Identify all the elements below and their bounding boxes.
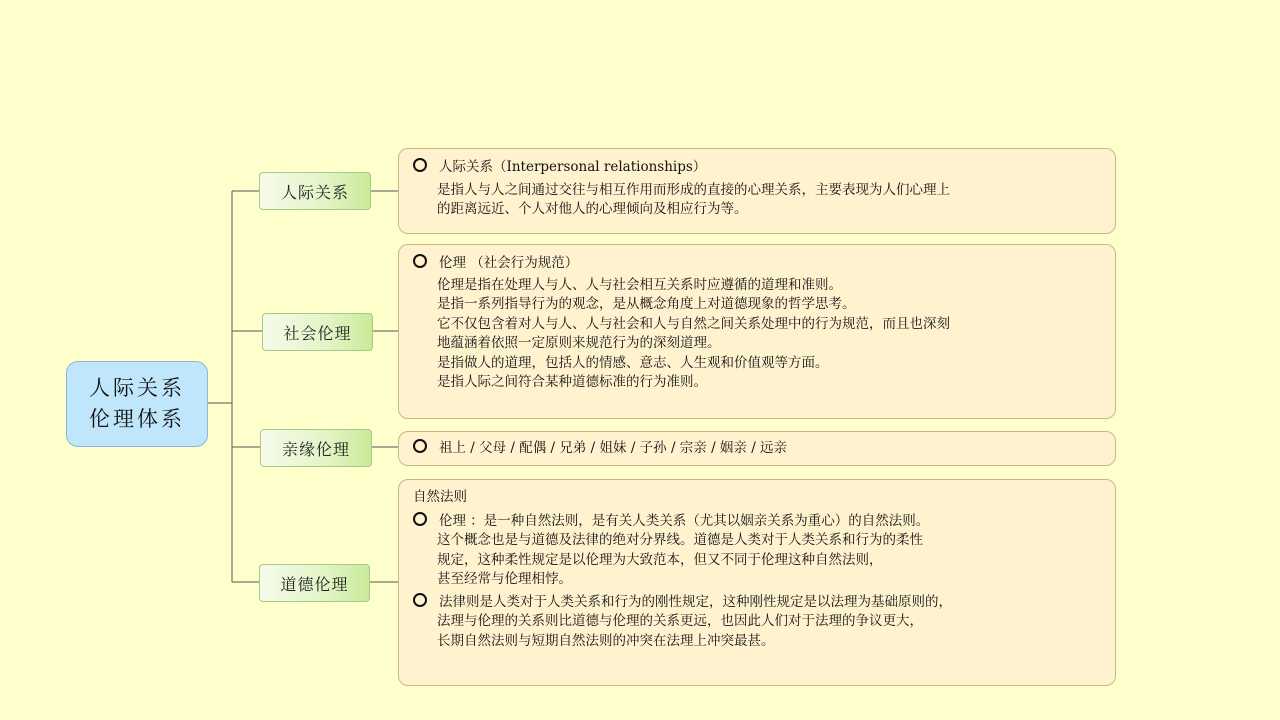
card-heading: 自然法则 <box>413 489 467 505</box>
card-text-line: 伦理 ：是一种自然法则，是有关人类关系（尤其以姻亲关系为重心）的自然法则。 <box>439 512 930 529</box>
branch-kinship-ethics <box>260 429 372 467</box>
card-text-line: 的距离远近、个人对他人的心理倾向及相应行为等。 <box>437 201 748 217</box>
card-text-line: 法律则是人类对于人类关系和行为的刚性规定，这种刚性规定是以法理为基础原则的， <box>439 593 952 610</box>
branch-interpersonal <box>259 172 371 210</box>
card-social-ethics <box>398 244 1116 419</box>
branch-label: 道德伦理 <box>280 574 349 594</box>
branch-label: 亲缘伦理 <box>281 439 350 459</box>
root-node <box>66 361 208 447</box>
card-text-line: 规定，这种柔性规定是以伦理为大致范本，但又不同于伦理这种自然法则， <box>437 551 883 568</box>
root-label-line2: 伦理体系 <box>89 407 185 431</box>
card-kinship-ethics <box>398 431 1116 466</box>
card-text-line: 是指人际之间符合某种道德标准的行为准则。 <box>437 374 707 390</box>
card-text-line: 甚至经常与伦理相悖。 <box>437 571 572 587</box>
root-label-line1: 人际关系 <box>89 376 185 400</box>
circle-bullet-icon <box>413 512 427 526</box>
card-text-line: 伦理是指在处理人与人、人与社会相互关系时应遵循的道理和准则。 <box>437 276 842 293</box>
card-text-line: 是指人与人之间通过交往与相互作用而形成的直接的心理关系，主要表现为人们心理上 <box>437 181 950 198</box>
circle-bullet-icon <box>413 439 427 453</box>
card-text-line: 长期自然法则与短期自然法则的冲突在法理上冲突最甚。 <box>437 632 775 649</box>
branch-moral-ethics <box>259 564 370 602</box>
card-title: 伦理 （社会行为规范） <box>439 255 579 271</box>
card-text-line: 是指一系列指导行为的观念，是从概念角度上对道德现象的哲学思考。 <box>437 296 856 312</box>
card-moral-ethics <box>398 479 1116 686</box>
card-text-line: 地蕴涵着依照一定原则来规范行为的深刻道理。 <box>437 335 721 351</box>
card-text-line: 法理与伦理的关系则比道德与伦理的关系更远，也因此人们对于法理的争议更大， <box>437 613 923 629</box>
circle-bullet-icon <box>413 254 427 268</box>
kinship-list: 祖上 / 父母 / 配偶 / 兄弟 / 姐妹 / 子孙 / 宗亲 / 姻亲 / 远亲 <box>439 440 788 456</box>
circle-bullet-icon <box>413 593 427 607</box>
branch-label: 社会伦理 <box>283 323 352 343</box>
card-text-line: 这个概念也是与道德及法律的绝对分界线。道德是人类对于人类关系和行为的柔性 <box>437 532 923 548</box>
card-text-line: 是指做人的道理，包括人的情感、意志、人生观和价值观等方面。 <box>437 354 829 371</box>
circle-bullet-icon <box>413 158 427 172</box>
card-title: 人际关系（Interpersonal relationships） <box>439 159 707 175</box>
branch-social-ethics <box>262 313 373 351</box>
card-text-line: 它不仅包含着对人与人、人与社会和人与自然之间关系处理中的行为规范，而且也深刻 <box>437 315 950 332</box>
branch-label: 人际关系 <box>280 182 349 202</box>
card-interpersonal <box>398 148 1116 234</box>
